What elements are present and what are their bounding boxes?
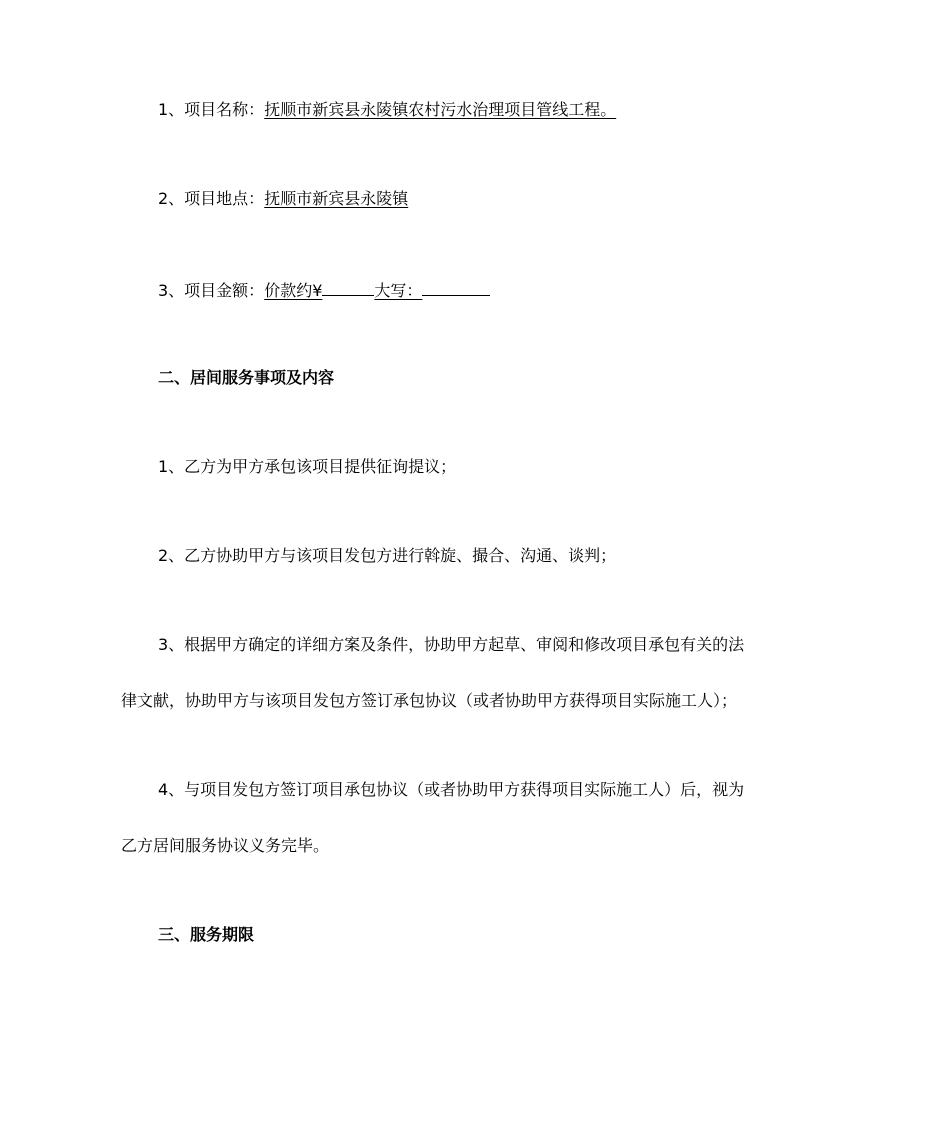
project-location-value: 抚顺市新宾县永陵镇 xyxy=(264,189,409,208)
item-project-location xyxy=(158,188,878,210)
price-prefix: 价款约¥ xyxy=(264,281,323,300)
project-name-value: 抚顺市新宾县永陵镇农村污水治理项目管线工程。 xyxy=(264,100,617,119)
amount-upper-label: 大写： xyxy=(374,281,423,300)
section-2-paragraph-2: 2、乙方协助甲方与该项目发包方进行斡旋、撮合、沟通、谈判； xyxy=(158,546,617,565)
section-3-heading: 三、服务期限 xyxy=(158,925,255,944)
item-project-amount xyxy=(158,277,878,302)
item-project-name xyxy=(158,99,878,121)
section-2-paragraph-3-line-1: 3、根据甲方确定的详细方案及条件，协助甲方起草、审阅和修改项目承包有关的法 xyxy=(158,635,745,654)
project-location-label: 2、项目地点： xyxy=(158,189,265,208)
section-2-paragraph-3-line-2: 律文献，协助甲方与该项目发包方签订承包协议（或者协助甲方获得项目实际施工人）； xyxy=(121,691,738,710)
project-name-label: 1、项目名称： xyxy=(158,100,265,119)
project-amount-label: 3、项目金额： xyxy=(158,281,265,300)
amount-upper-blank xyxy=(422,277,490,296)
section-2-paragraph-4-line-1: 4、与项目发包方签订项目承包协议（或者协助甲方获得项目实际施工人）后，视为 xyxy=(158,780,745,799)
price-blank xyxy=(322,277,374,296)
section-2-paragraph-4-line-2: 乙方居间服务协议义务完毕。 xyxy=(121,836,330,855)
section-2-paragraph-1: 1、乙方为甲方承包该项目提供征询提议； xyxy=(158,457,457,476)
section-2-heading: 二、居间服务事项及内容 xyxy=(158,368,335,387)
